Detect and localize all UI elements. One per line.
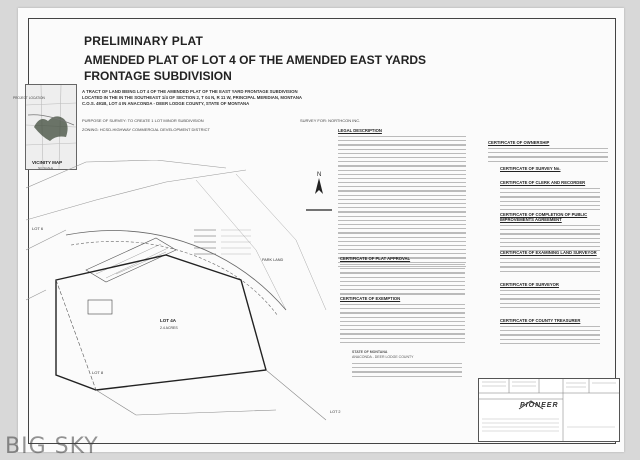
plat-approval-block xyxy=(340,256,465,298)
ownership-block xyxy=(488,140,608,165)
project-location-label: PROJECT LOCATION xyxy=(13,96,45,100)
park-land-label: PARK LAND xyxy=(262,258,284,262)
tract-description xyxy=(82,89,342,108)
examining-heading: CERTIFICATE OF EXAMINING LAND SURVEYOR xyxy=(500,250,597,255)
plat-drawing xyxy=(26,160,346,430)
lot-8-label: LOT 8 xyxy=(92,370,104,375)
clerk-block xyxy=(500,180,600,213)
exemption-block xyxy=(340,296,465,346)
public-improvements-heading: CERTIFICATE OF COMPLETION OF PUBLIC IMPROVEMENTS AGREEMENT xyxy=(500,212,588,222)
surveyor-block xyxy=(500,282,600,311)
survey-for: SURVEY FOR: NORTHCON INC. xyxy=(300,118,361,123)
company-logo: PIONEER xyxy=(520,402,559,409)
vicinity-scale-label: NO SCALE xyxy=(38,166,54,170)
description-line: A TRACT OF LAND BEING LOT 4 OF THE AMENDED PLAT OF THE EAST YARD FRONTAGE SUBDIVISION xyxy=(82,89,298,94)
ownership-heading: CERTIFICATE OF OWNERSHIP xyxy=(488,140,550,145)
treasurer-heading: CERTIFICATE OF COUNTY TREASURER xyxy=(500,318,581,323)
zoning-note: ZONING: HCSD-HIGHWAY COMMERCIAL DEVELOPMENT DISTRICT xyxy=(82,127,210,132)
legal-heading: LEGAL DESCRIPTION xyxy=(338,128,382,133)
legal-description-column xyxy=(338,128,466,270)
legal-text xyxy=(338,136,466,267)
examining-surveyor-block xyxy=(500,250,600,275)
lot-2-label: LOT 2 xyxy=(330,410,341,414)
plat-subtitle: AMENDED PLAT OF LOT 4 OF THE AMENDED EAST YARDS FRONTAGE SUBDIVISION xyxy=(84,53,427,83)
state-label: STATE OF MONTANA xyxy=(352,350,388,354)
title-block xyxy=(478,378,620,442)
surveyor-heading: CERTIFICATE OF SURVEYOR xyxy=(500,282,559,287)
county-label: ANACONDA - DEER LODGE COUNTY xyxy=(352,355,414,359)
clerk-heading: CERTIFICATE OF CLERK AND RECORDER xyxy=(500,180,586,185)
treasurer-block xyxy=(500,318,600,347)
watermark: BIG SKY xyxy=(5,434,99,459)
notary-block xyxy=(352,350,462,380)
plat-approval-heading: CERTIFICATE OF PLAT APPROVAL xyxy=(340,256,411,261)
vicinity-map-label: VICINITY MAP xyxy=(32,160,63,165)
svg-text:N: N xyxy=(317,172,322,178)
description-line: LOCATED IN THE IN THE SOUTHEAST 1/4 OF SECTION 2, T 04 N, R 11 W, PRINCIPAL MERIDIAN, MONTANA xyxy=(82,95,303,101)
lot-4a-area: 2.4 ACRES xyxy=(160,326,178,330)
survey-number-block xyxy=(500,166,600,171)
plat-title: PRELIMINARY PLAT xyxy=(84,34,203,48)
description-line: C.O.S. 491B, LOT 4 IN ANACONDA - DEER LODGE COUNTY, STATE OF MONTANA xyxy=(82,101,250,107)
survey-number-heading: CERTIFICATE OF SURVEY No. xyxy=(500,166,561,171)
title-block-grid xyxy=(479,379,619,441)
public-improvements-block xyxy=(500,212,600,254)
exemption-heading: CERTIFICATE OF EXEMPTION xyxy=(340,296,401,301)
lot-6-label: LOT 6 xyxy=(32,226,44,231)
purpose-of-survey: PURPOSE OF SURVEY: TO CREATE 1 LOT MINOR SUBDIVISION xyxy=(82,118,204,123)
lot-4a-label: LOT 4A xyxy=(160,318,177,323)
